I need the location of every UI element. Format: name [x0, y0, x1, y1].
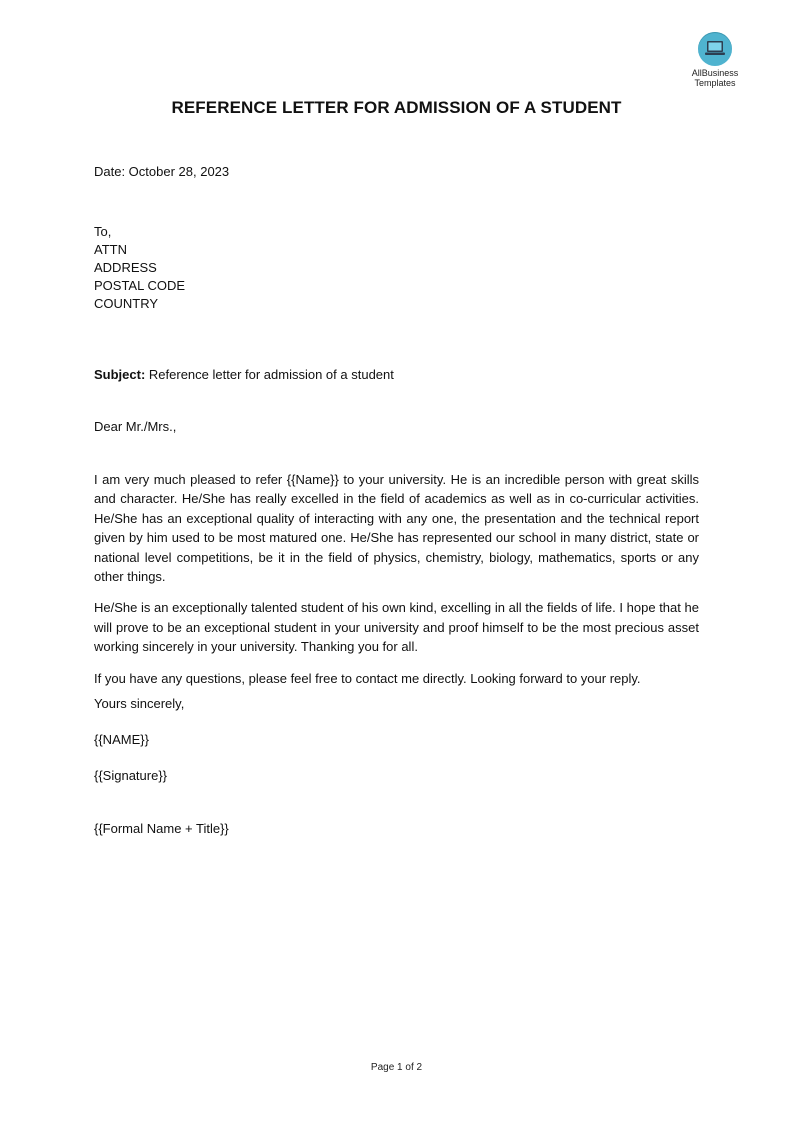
page-number: Page 1 of 2: [370, 1062, 423, 1073]
logo-text-line2: Templates: [694, 78, 736, 88]
address-postal-code: POSTAL CODE: [94, 278, 186, 293]
page-title: REFERENCE LETTER FOR ADMISSION OF A STUDENT: [171, 98, 622, 117]
subject-line: [94, 366, 699, 384]
salutation: Dear Mr./Mrs.,: [94, 419, 177, 434]
address-to: To,: [94, 224, 112, 239]
address-attn: ATTN: [94, 242, 127, 257]
address-line: ADDRESS: [94, 260, 157, 275]
letter-date: Date: October 28, 2023: [94, 164, 230, 179]
brand-logo: [682, 32, 748, 88]
closing: Yours sincerely,: [94, 696, 185, 711]
subject-text: Reference letter for admission of a student: [145, 367, 394, 382]
subject-label: Subject:: [94, 367, 146, 382]
letter-body: [94, 470, 699, 700]
name-placeholder: {{NAME}}: [94, 732, 149, 747]
body-paragraph: I am very much pleased to refer {{Name}} to your university. He is an incredible person with great skills and character. He/She has really excelled in the field of academics as well as in co-curricular activities. He/She has an exceptional quality of interacting with any one, the presentation and the technical report given by him used to be most matured one. He/She has represented our school in many district, state or national level competitions, be it in the field of physics, chemistry, biology, mathematics, sports or any other things.: [94, 472, 699, 585]
body-paragraph: He/She is an exceptionally talented student of his own kind, excelling in all the fields of life. I hope that he will prove to be an exceptional student in your university and proof himself to be the most precious asset working sincerely in your university. Thanking you for all.: [94, 600, 699, 655]
signature-placeholder: {{Signature}}: [94, 768, 168, 783]
body-paragraph: If you have any questions, please feel free to contact me directly. Looking forward to your reply.: [94, 670, 641, 686]
laptop-icon: [698, 32, 732, 66]
address-country: COUNTRY: [94, 296, 159, 311]
recipient-address: [94, 223, 699, 313]
formal-name-placeholder: {{Formal Name + Title}}: [94, 821, 229, 836]
logo-text-line1: AllBusiness: [691, 68, 739, 78]
